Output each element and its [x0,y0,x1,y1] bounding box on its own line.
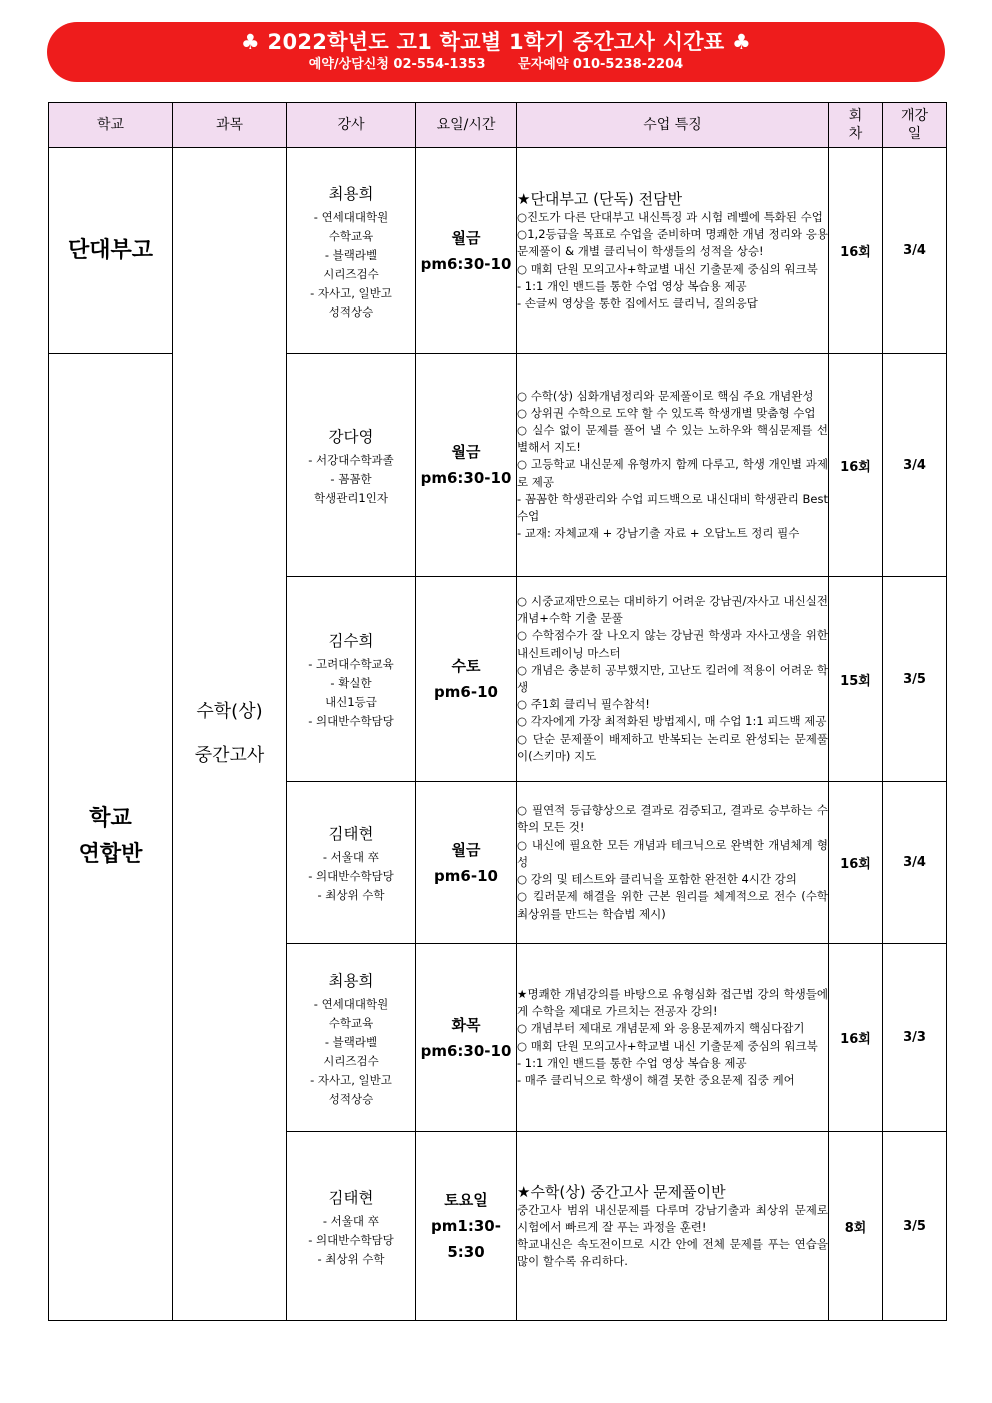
desc-text: ○ 수학(상) 심화개념정리와 문제풀이로 핵심 주요 개념완성 ○ 상위권 수학으로 도약 할 수 있도록 학생개별 맞춤형 수업 ○ 실수 없이 문제를 풀어 낼 수 있는 노하우와 핵심문제를 선별해서 지도! ○ 고등학교 내신문제 유형까지 함께 다루고, 학생 개인별 과제로 제공 - 꼼꼼한 학생관리와 수업 피드백으로 내신대비 학생관리 Best수업 - 교재: 자체교재 + 강남기출 자료 + 오답노트 정리 필수 [517,388,828,541]
teacher-name: 최용희 [328,971,374,990]
desc-cell [517,148,829,354]
teacher-name: 김수희 [328,632,374,650]
sms-contact: 문자예약 010-5238-2204 [518,57,684,72]
teacher-info: - 서울대 卒 - 의대반수학담당 - 최상위 수학 [308,850,394,902]
count-cell: 16회 [829,782,883,944]
teacher-name: 김태현 [328,1188,374,1207]
col-header-subject: 과목 [173,103,287,148]
count-cell: 15회 [829,577,883,782]
time-cell: 월금 pm6:30-10 [416,354,517,577]
count-cell: 16회 [829,354,883,577]
desc-heading: ★수학(상) 중간고사 문제풀이반 [517,1182,726,1201]
desc-cell [517,944,829,1132]
header-row [49,103,947,148]
teacher-info: - 서울대 卒 - 의대반수학담당 - 최상위 수학 [308,1213,394,1266]
start-date-cell: 3/4 [883,148,947,354]
count-cell: 16회 [829,148,883,354]
desc-text: 중간고사 범위 내신문제를 다루며 강남기출과 최상위 문제로 시험에서 빠르게 잘 푸는 과정을 훈련! 학교내신은 속도전이므로 시간 안에 전체 문제를 푸는 연습을 많이 할수록 유리하다. [517,1202,828,1269]
teacher-cell [287,354,416,577]
teacher-cell [287,577,416,782]
teacher-info: - 고려대수학교육 - 확실한 내신1등급 - 의대반수학담당 [308,657,394,728]
count-cell: 16회 [829,944,883,1132]
desc-heading: ★단대부고 (단독) 전담반 [517,189,683,208]
col-header-teacher: 강사 [287,103,416,148]
time-cell: 수토 pm6-10 [416,577,517,782]
desc-cell [517,577,829,782]
start-date-cell: 3/5 [883,1132,947,1321]
teacher-cell [287,1132,416,1321]
schedule-table [48,102,947,1321]
table-row [49,148,947,354]
teacher-info: - 서강대수학과졸 - 꼼꼼한 학생관리1인자 [308,452,394,505]
desc-text: ○진도가 다른 단대부고 내신특징 과 시험 레벨에 특화된 수업 ○1,2등급을 목표로 수업을 준비하며 명쾌한 개념 정리와 응용문제풀이 & 개별 클리닉이 학생들의 성적을 상승! ○ 매회 단원 모의고사+학교별 내신 기출문제 중심의 워크북 - 1:1 개인 밴드를 통한 수업 영상 복습용 제공 - 손글씨 영상을 통한 집에서도 클리닉, 질의응답 [517,209,828,310]
title-banner [47,22,945,82]
teacher-cell [287,148,416,354]
start-date-cell: 3/3 [883,944,947,1132]
col-header-count: 회 차 [829,103,883,148]
teacher-cell [287,782,416,944]
teacher-name: 최용희 [328,184,374,203]
col-header-time: 요일/시간 [416,103,517,148]
desc-cell [517,782,829,944]
time-cell: 토요일 pm1:30- 5:30 [416,1132,517,1321]
start-date-cell: 3/5 [883,577,947,782]
school-cell: 단대부고 [49,148,173,354]
school-cell: 학교 연합반 [49,354,173,1321]
desc-cell [517,1132,829,1321]
time-cell: 화목 pm6:30-10 [416,944,517,1132]
time-cell: 월금 pm6:30-10 [416,148,517,354]
phone-contact: 예약/상담신청 02-554-1353 [308,57,486,72]
desc-cell [517,354,829,577]
col-header-school: 학교 [49,103,173,148]
col-header-start: 개강 일 [883,103,947,148]
teacher-cell [287,944,416,1132]
start-date-cell: 3/4 [883,782,947,944]
teacher-name: 김태현 [328,825,374,843]
count-cell: 8회 [829,1132,883,1321]
col-header-desc: 수업 특징 [517,103,829,148]
subject-cell: 수학(상) 중간고사 [173,148,287,1321]
contact-line [47,56,945,74]
teacher-name: 강다영 [328,427,374,446]
start-date-cell: 3/4 [883,354,947,577]
desc-text: ○ 시중교재만으로는 대비하기 어려운 강남권/자사고 내신실전 개념+수학 기출 문풀 ○ 수학점수가 잘 나오지 않는 강남권 학생과 자사고생을 위한 내신트레이닝 마스터 ○ 개념은 충분히 공부했지만, 고난도 킬러에 적용이 어려운 학생 ○ 주1회 클리닉 필수참석! ○ 각자에게 가장 최적화된 방법제시, 매 수업 1:1 피드백 제공 ○ 단순 문제풀이 배제하고 반복되는 논리로 완성되는 문제풀이(스키마) 지도 [517,593,828,763]
desc-text: ★명쾌한 개념강의를 바탕으로 유형심화 접근법 강의 학생들에게 수학을 제대로 가르치는 전공자 강의! ○ 개념부터 제대로 개념문제 와 응용문제까지 핵심다잡기 ○ 매회 단원 모의고사+학교별 내신 기출문제 중심의 워크북 - 1:1 개인 밴드를 통한 수업 영상 복습용 제공 - 매주 클리닉으로 학생이 해결 못한 중요문제 집중 케어 [517,986,828,1087]
desc-text: ○ 필연적 등급향상으로 결과로 검증되고, 결과로 승부하는 수학의 모든 것! ○ 내신에 필요한 모든 개념과 테크닉으로 완벽한 개념체계 형성 ○ 강의 및 테스트와 클리닉을 포함한 완전한 4시간 강의 ○ 킬러문제 해결을 위한 근본 원리를 체계적으로 전수 (수학 최상위를 만드는 학습법 제시) [517,803,828,921]
teacher-info: - 연세대대학원 수학교육 - 블랙라벨 시리즈검수 - 자사고, 일반고 성적상승 [310,209,392,319]
page-title: ♣ 2022학년도 고1 학교별 1학기 중간고사 시간표 ♣ [240,30,752,54]
teacher-info: - 연세대대학원 수학교육 - 블랙라벨 시리즈검수 - 자사고, 일반고 성적상승 [310,996,392,1106]
time-cell: 월금 pm6-10 [416,782,517,944]
